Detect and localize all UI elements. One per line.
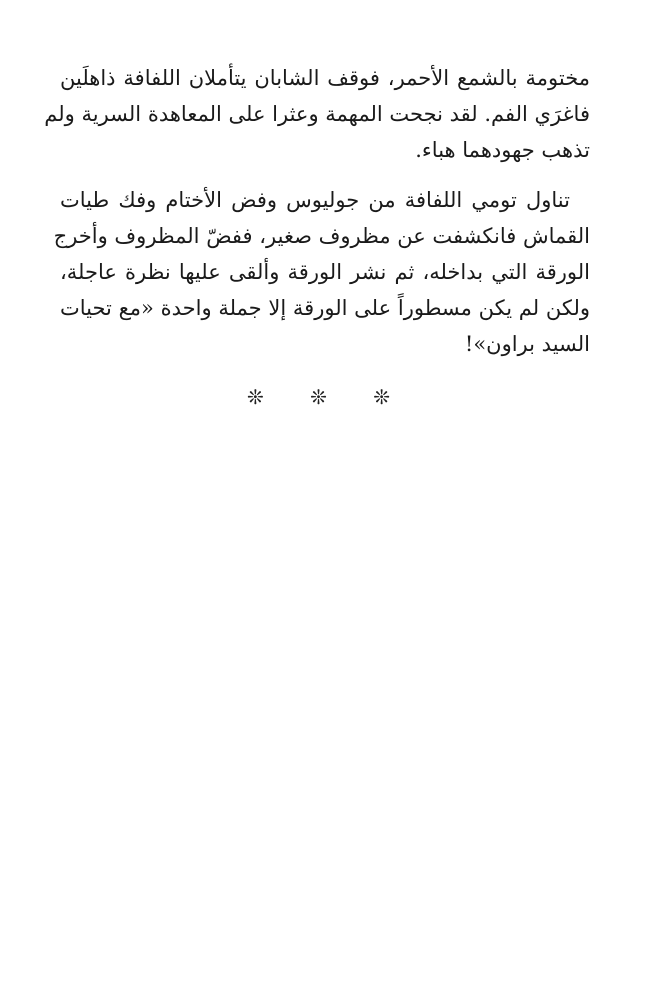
asterism-icon: ❊ [373,385,404,409]
paragraph-1 [44,60,590,168]
paragraph-line: فاغرَي الفم. لقد نجحت المهمة وعثرا على المعاهدة السرية ولم [44,102,590,126]
paragraph-line: مختومة بالشمع الأحمر، فوقف الشابان يتأملان اللفافة ذاهلَين [60,66,590,90]
paragraph-line: تذهب جهودهما هباء. [415,138,590,162]
paragraph-line: تناول تومي اللفافة من جوليوس وفض الأختام وفك طيات [60,188,570,212]
asterism-icon: ❊ [310,385,341,409]
section-separator [0,385,651,409]
paragraph-line: الورقة التي بداخله، ثم نشر الورقة وألقى عليها نظرة عاجلة، [60,260,590,284]
paragraph-line: القماش فانكشفت عن مظروف صغير، ففضّ المظروف وأخرج [53,224,590,248]
asterism-icon: ❊ [246,385,278,409]
paragraph-line: ولكن لم يكن مسطوراً على الورقة إلا جملة واحدة «مع تحيات [60,296,590,320]
paragraph-line: السيد براون»! [464,332,590,356]
document-page [44,60,590,362]
paragraph-2 [53,182,590,362]
